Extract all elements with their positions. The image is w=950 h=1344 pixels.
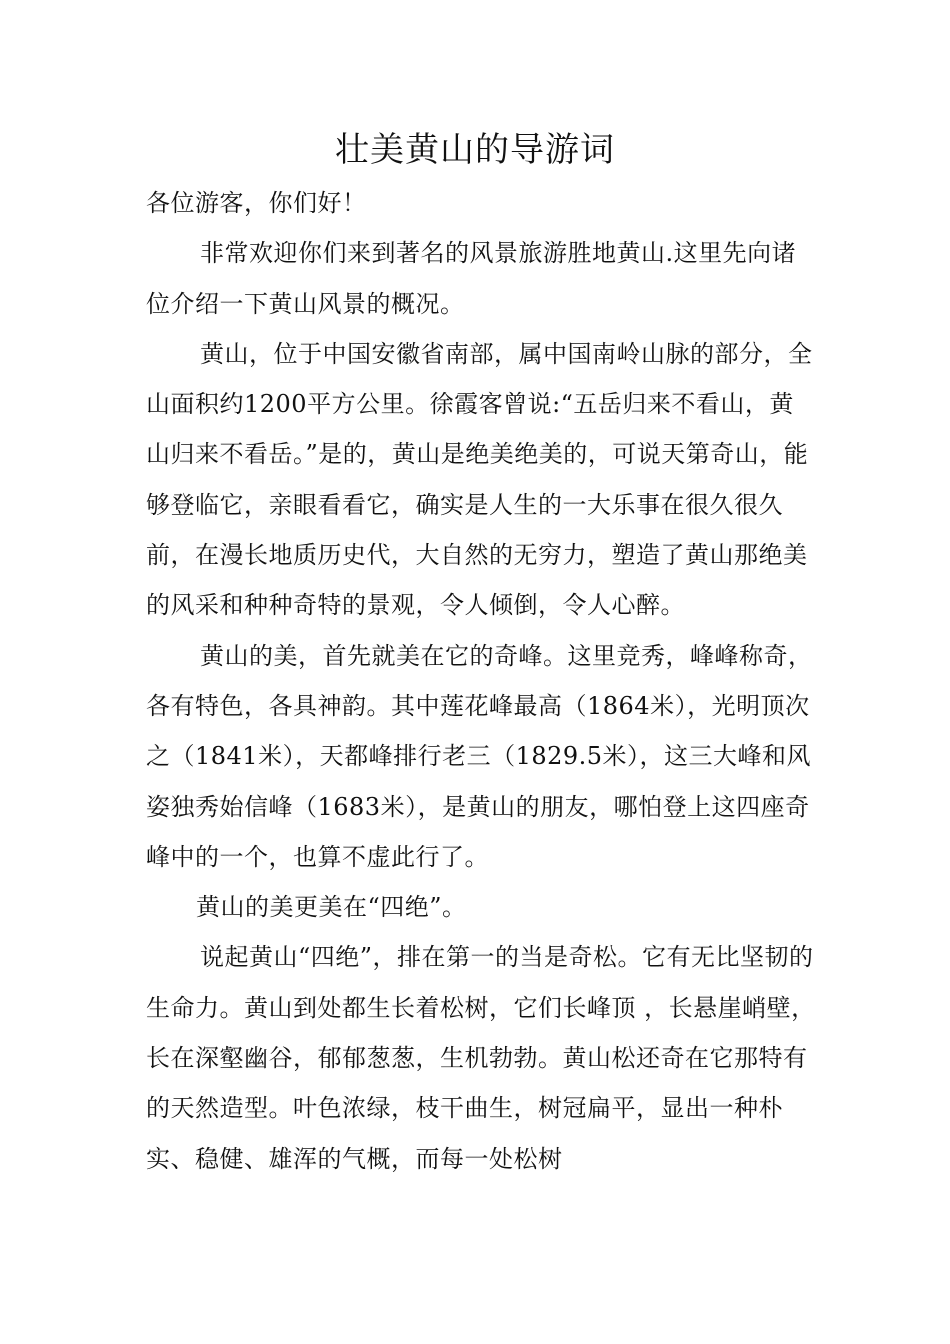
paragraph-pine: 说起黄山“四绝”，排在第一的当是奇松。它有无比坚韧的生命力。黄山到处都生长着松树，它们长峰顶 ，长悬崖峭壁，长在深壑幽谷，郁郁葱葱，生机勃勃。黄山松还奇在它那特有的天然造型。叶色浓绿，枝干曲生，树冠扁平，显出一种朴实、稳健、雄浑的气概，而每一处松树 [146,943,816,1173]
document-title: 壮美黄山的导游词 [335,130,615,170]
paragraph-overview: 黄山，位于中国安徽省南部，属中国南岭山脉的部分，全山面积约1200平方公里。徐霞客曾说:“五岳归来不看山，黄山归来不看岳。”是的，黄山是绝美绝美的，可说天第奇山，能够登临它，亲眼看看它，确实是人生的一大乐事在很久很久前，在漫长地质历史代，大自然的无穷力，塑造了黄山那绝美的风采和种种奇特的景观，令人倾倒，令人心醉。 [146,339,813,620]
paragraph-greeting: 各位游客，你们好！ [146,189,367,217]
paragraph-peaks: 黄山的美，首先就美在它的奇峰。这里竞秀，峰峰称奇，各有特色，各具神韵。其中莲花峰最高（1864米），光明顶次之（1841米），天都峰排行老三（1829.5米），这三大峰和风姿独秀始信峰（1683米），是黄山的朋友，哪怕登上这四座奇峰中的一个，也算不虚此行了。 [146,641,813,871]
document-body [146,178,816,1184]
paragraph-welcome: 非常欢迎你们来到著名的风景旅游胜地黄山.这里先向诸位介绍一下黄山风景的概况。 [146,239,797,318]
paragraph-four-wonders: 黄山的美更美在“四绝”。 [196,893,467,922]
